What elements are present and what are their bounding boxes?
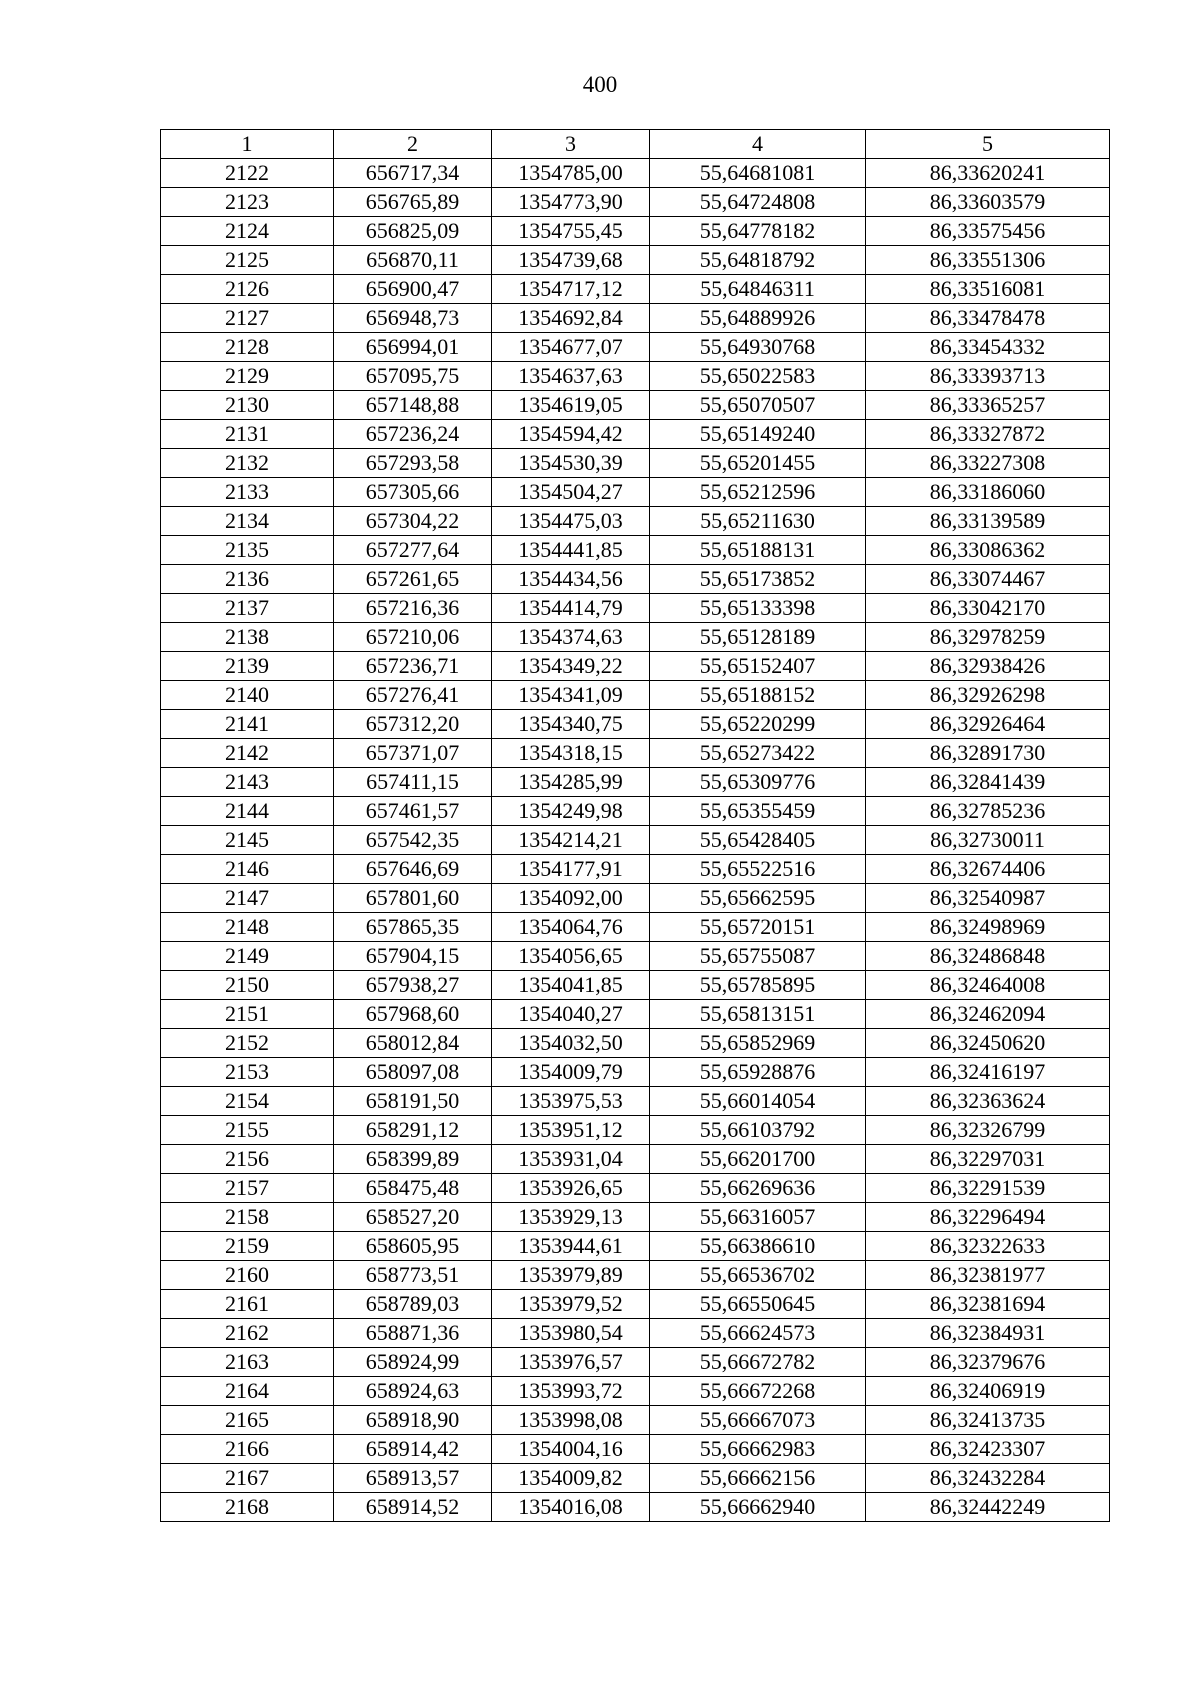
- table-cell-col-2: 656825,09: [334, 217, 492, 246]
- table-cell-col-1: 2156: [161, 1145, 334, 1174]
- table-row: [161, 275, 1110, 304]
- table-cell-col-1: 2135: [161, 536, 334, 565]
- table-cell-col-3: 1353980,54: [492, 1319, 650, 1348]
- table-cell-col-3: 1353951,12: [492, 1116, 650, 1145]
- table-cell-col-3: 1354214,21: [492, 826, 650, 855]
- table-cell-col-1: 2160: [161, 1261, 334, 1290]
- table-cell-col-2: 658475,48: [334, 1174, 492, 1203]
- table-cell-col-2: 658527,20: [334, 1203, 492, 1232]
- table-cell-col-1: 2164: [161, 1377, 334, 1406]
- table-cell-col-4: 55,65755087: [650, 942, 866, 971]
- table-cell-col-2: 658914,52: [334, 1493, 492, 1522]
- table-cell-col-2: 656717,34: [334, 159, 492, 188]
- table-row: [161, 1261, 1110, 1290]
- table-cell-col-2: 658097,08: [334, 1058, 492, 1087]
- table-cell-col-3: 1354004,16: [492, 1435, 650, 1464]
- table-cell-col-5: 86,32978259: [866, 623, 1110, 652]
- table-cell-col-2: 658291,12: [334, 1116, 492, 1145]
- table-cell-col-4: 55,65188152: [650, 681, 866, 710]
- table-cell-col-4: 55,65273422: [650, 739, 866, 768]
- table-cell-col-2: 657542,35: [334, 826, 492, 855]
- table-cell-col-1: 2152: [161, 1029, 334, 1058]
- table-cell-col-5: 86,32938426: [866, 652, 1110, 681]
- table-row: [161, 913, 1110, 942]
- table-cell-col-4: 55,65720151: [650, 913, 866, 942]
- table-row: [161, 1435, 1110, 1464]
- table-cell-col-2: 657210,06: [334, 623, 492, 652]
- table-cell-col-3: 1353944,61: [492, 1232, 650, 1261]
- table-row: [161, 739, 1110, 768]
- table-cell-col-1: 2153: [161, 1058, 334, 1087]
- table-cell-col-1: 2127: [161, 304, 334, 333]
- table-cell-col-3: 1353979,52: [492, 1290, 650, 1319]
- table-cell-col-5: 86,32381977: [866, 1261, 1110, 1290]
- table-cell-col-2: 658605,95: [334, 1232, 492, 1261]
- table-cell-col-3: 1354504,27: [492, 478, 650, 507]
- table-cell-col-3: 1354041,85: [492, 971, 650, 1000]
- table-cell-col-3: 1354092,00: [492, 884, 650, 913]
- table-cell-col-1: 2128: [161, 333, 334, 362]
- table-cell-col-5: 86,33042170: [866, 594, 1110, 623]
- column-header-3: 3: [492, 130, 650, 159]
- table-cell-col-3: 1354717,12: [492, 275, 650, 304]
- table-cell-col-4: 55,65152407: [650, 652, 866, 681]
- table-row: [161, 1203, 1110, 1232]
- table-row: [161, 1464, 1110, 1493]
- table-cell-col-3: 1354755,45: [492, 217, 650, 246]
- table-cell-col-4: 55,65212596: [650, 478, 866, 507]
- table-cell-col-5: 86,33478478: [866, 304, 1110, 333]
- table-cell-col-3: 1354414,79: [492, 594, 650, 623]
- table-cell-col-2: 656900,47: [334, 275, 492, 304]
- table-row: [161, 507, 1110, 536]
- table-cell-col-5: 86,32296494: [866, 1203, 1110, 1232]
- table-cell-col-4: 55,64778182: [650, 217, 866, 246]
- table-row: [161, 478, 1110, 507]
- table-row: [161, 855, 1110, 884]
- table-cell-col-1: 2159: [161, 1232, 334, 1261]
- table-cell-col-3: 1354692,84: [492, 304, 650, 333]
- table-cell-col-5: 86,33551306: [866, 246, 1110, 275]
- table-cell-col-2: 658399,89: [334, 1145, 492, 1174]
- table-cell-col-4: 55,66662983: [650, 1435, 866, 1464]
- table-cell-col-2: 658924,63: [334, 1377, 492, 1406]
- table-cell-col-4: 55,66662156: [650, 1464, 866, 1493]
- table-cell-col-4: 55,64889926: [650, 304, 866, 333]
- table-cell-col-2: 657646,69: [334, 855, 492, 884]
- column-header-1: 1: [161, 130, 334, 159]
- table-cell-col-1: 2145: [161, 826, 334, 855]
- table-cell-col-4: 55,66386610: [650, 1232, 866, 1261]
- table-row: [161, 449, 1110, 478]
- table-cell-col-5: 86,33139589: [866, 507, 1110, 536]
- table-cell-col-5: 86,32674406: [866, 855, 1110, 884]
- table-cell-col-3: 1354637,63: [492, 362, 650, 391]
- table-cell-col-1: 2161: [161, 1290, 334, 1319]
- table-row: [161, 333, 1110, 362]
- table-row: [161, 1087, 1110, 1116]
- table-cell-col-1: 2139: [161, 652, 334, 681]
- table-cell-col-2: 657277,64: [334, 536, 492, 565]
- table-cell-col-2: 657801,60: [334, 884, 492, 913]
- table-row: [161, 884, 1110, 913]
- table-cell-col-4: 55,65813151: [650, 1000, 866, 1029]
- table-cell-col-4: 55,65309776: [650, 768, 866, 797]
- table-cell-col-2: 657865,35: [334, 913, 492, 942]
- table-cell-col-2: 657305,66: [334, 478, 492, 507]
- table-cell-col-1: 2155: [161, 1116, 334, 1145]
- table-cell-col-5: 86,32384931: [866, 1319, 1110, 1348]
- table-cell-col-2: 658871,36: [334, 1319, 492, 1348]
- table-row: [161, 942, 1110, 971]
- table-row: [161, 420, 1110, 449]
- table-row: [161, 652, 1110, 681]
- table-cell-col-5: 86,32381694: [866, 1290, 1110, 1319]
- table-cell-col-5: 86,32450620: [866, 1029, 1110, 1058]
- table-cell-col-2: 657968,60: [334, 1000, 492, 1029]
- table-cell-col-2: 657216,36: [334, 594, 492, 623]
- table-cell-col-3: 1354318,15: [492, 739, 650, 768]
- table-cell-col-2: 657938,27: [334, 971, 492, 1000]
- table-cell-col-1: 2138: [161, 623, 334, 652]
- table-cell-col-3: 1354064,76: [492, 913, 650, 942]
- table-cell-col-2: 657304,22: [334, 507, 492, 536]
- column-header-5: 5: [866, 130, 1110, 159]
- table-cell-col-1: 2142: [161, 739, 334, 768]
- table-cell-col-5: 86,33620241: [866, 159, 1110, 188]
- table-cell-col-4: 55,66316057: [650, 1203, 866, 1232]
- header-row: [161, 130, 1110, 159]
- table-cell-col-3: 1354285,99: [492, 768, 650, 797]
- table-cell-col-4: 55,65785895: [650, 971, 866, 1000]
- table-row: [161, 217, 1110, 246]
- table-cell-col-1: 2147: [161, 884, 334, 913]
- table-row: [161, 1029, 1110, 1058]
- table-cell-col-5: 86,32413735: [866, 1406, 1110, 1435]
- table-cell-col-1: 2166: [161, 1435, 334, 1464]
- table-cell-col-2: 657312,20: [334, 710, 492, 739]
- table-cell-col-1: 2124: [161, 217, 334, 246]
- table-cell-col-5: 86,32464008: [866, 971, 1110, 1000]
- table-cell-col-3: 1353975,53: [492, 1087, 650, 1116]
- table-row: [161, 1290, 1110, 1319]
- table-cell-col-3: 1353931,04: [492, 1145, 650, 1174]
- table-cell-col-1: 2131: [161, 420, 334, 449]
- table-cell-col-4: 55,66201700: [650, 1145, 866, 1174]
- table-cell-col-1: 2140: [161, 681, 334, 710]
- table-cell-col-3: 1354040,27: [492, 1000, 650, 1029]
- table-cell-col-5: 86,32322633: [866, 1232, 1110, 1261]
- table-cell-col-5: 86,32462094: [866, 1000, 1110, 1029]
- table-row: [161, 1145, 1110, 1174]
- table-cell-col-3: 1354009,79: [492, 1058, 650, 1087]
- table-cell-col-4: 55,66014054: [650, 1087, 866, 1116]
- table-row: [161, 1348, 1110, 1377]
- table-cell-col-4: 55,66672782: [650, 1348, 866, 1377]
- table-cell-col-3: 1354475,03: [492, 507, 650, 536]
- table-cell-col-3: 1354773,90: [492, 188, 650, 217]
- table-cell-col-3: 1354009,82: [492, 1464, 650, 1493]
- table-cell-col-2: 657411,15: [334, 768, 492, 797]
- table-cell-col-2: 658913,57: [334, 1464, 492, 1493]
- table-cell-col-1: 2137: [161, 594, 334, 623]
- table-row: [161, 362, 1110, 391]
- table-cell-col-5: 86,33227308: [866, 449, 1110, 478]
- table-cell-col-5: 86,33393713: [866, 362, 1110, 391]
- table-cell-col-4: 55,65022583: [650, 362, 866, 391]
- table-cell-col-4: 55,65173852: [650, 565, 866, 594]
- table-row: [161, 594, 1110, 623]
- page-number: 400: [582, 72, 618, 97]
- table-cell-col-3: 1354434,56: [492, 565, 650, 594]
- table-cell-col-1: 2133: [161, 478, 334, 507]
- table-cell-col-1: 2141: [161, 710, 334, 739]
- table-cell-col-4: 55,66103792: [650, 1116, 866, 1145]
- table-cell-col-1: 2132: [161, 449, 334, 478]
- table-row: [161, 1406, 1110, 1435]
- table-cell-col-5: 86,32730011: [866, 826, 1110, 855]
- table-cell-col-5: 86,32423307: [866, 1435, 1110, 1464]
- table-cell-col-5: 86,33074467: [866, 565, 1110, 594]
- table-cell-col-5: 86,33454332: [866, 333, 1110, 362]
- table-row: [161, 391, 1110, 420]
- table-cell-col-3: 1354341,09: [492, 681, 650, 710]
- table-cell-col-2: 657148,88: [334, 391, 492, 420]
- table-cell-col-3: 1353929,13: [492, 1203, 650, 1232]
- table-cell-col-3: 1353998,08: [492, 1406, 650, 1435]
- table-cell-col-2: 658773,51: [334, 1261, 492, 1290]
- table-cell-col-1: 2148: [161, 913, 334, 942]
- table-cell-col-1: 2149: [161, 942, 334, 971]
- table-cell-col-3: 1354177,91: [492, 855, 650, 884]
- table-cell-col-1: 2154: [161, 1087, 334, 1116]
- table-cell-col-3: 1354785,00: [492, 159, 650, 188]
- table-row: [161, 1377, 1110, 1406]
- table-row: [161, 623, 1110, 652]
- table-row: [161, 536, 1110, 565]
- table-cell-col-4: 55,66550645: [650, 1290, 866, 1319]
- table-cell-col-1: 2136: [161, 565, 334, 594]
- table-cell-col-2: 657293,58: [334, 449, 492, 478]
- table-cell-col-4: 55,66536702: [650, 1261, 866, 1290]
- table-cell-col-4: 55,65355459: [650, 797, 866, 826]
- table-row: [161, 768, 1110, 797]
- table-cell-col-5: 86,32363624: [866, 1087, 1110, 1116]
- table-cell-col-4: 55,65188131: [650, 536, 866, 565]
- table-row: [161, 1232, 1110, 1261]
- table-cell-col-3: 1354249,98: [492, 797, 650, 826]
- table-cell-col-4: 55,66672268: [650, 1377, 866, 1406]
- table-row: [161, 826, 1110, 855]
- table-cell-col-3: 1353993,72: [492, 1377, 650, 1406]
- table-cell-col-4: 55,66667073: [650, 1406, 866, 1435]
- table-cell-col-1: 2165: [161, 1406, 334, 1435]
- table-cell-col-3: 1354530,39: [492, 449, 650, 478]
- table-row: [161, 1058, 1110, 1087]
- table-cell-col-1: 2123: [161, 188, 334, 217]
- table-cell-col-3: 1354441,85: [492, 536, 650, 565]
- table-cell-col-3: 1354340,75: [492, 710, 650, 739]
- table-cell-col-5: 86,33603579: [866, 188, 1110, 217]
- table-cell-col-5: 86,32926298: [866, 681, 1110, 710]
- table-cell-col-4: 55,65928876: [650, 1058, 866, 1087]
- table-cell-col-1: 2143: [161, 768, 334, 797]
- table-row: [161, 1116, 1110, 1145]
- coordinates-table: [160, 129, 1110, 1522]
- table-cell-col-4: 55,65211630: [650, 507, 866, 536]
- table-cell-col-2: 658191,50: [334, 1087, 492, 1116]
- table-cell-col-3: 1354056,65: [492, 942, 650, 971]
- table-cell-col-4: 55,66624573: [650, 1319, 866, 1348]
- table-cell-col-2: 657236,71: [334, 652, 492, 681]
- table-cell-col-2: 657371,07: [334, 739, 492, 768]
- table-row: [161, 1000, 1110, 1029]
- table-body: [161, 159, 1110, 1522]
- table-cell-col-2: 657461,57: [334, 797, 492, 826]
- table-cell-col-4: 55,66269636: [650, 1174, 866, 1203]
- table-row: [161, 971, 1110, 1000]
- table-cell-col-5: 86,32379676: [866, 1348, 1110, 1377]
- table-cell-col-1: 2158: [161, 1203, 334, 1232]
- table-cell-col-4: 55,66662940: [650, 1493, 866, 1522]
- table-cell-col-4: 55,64724808: [650, 188, 866, 217]
- table-cell-col-2: 656765,89: [334, 188, 492, 217]
- table-row: [161, 681, 1110, 710]
- table-cell-col-2: 656948,73: [334, 304, 492, 333]
- table-cell-col-5: 86,32291539: [866, 1174, 1110, 1203]
- table-cell-col-5: 86,32442249: [866, 1493, 1110, 1522]
- table-cell-col-4: 55,64846311: [650, 275, 866, 304]
- table-cell-col-5: 86,32785236: [866, 797, 1110, 826]
- table-cell-col-5: 86,33186060: [866, 478, 1110, 507]
- table-cell-col-3: 1354374,63: [492, 623, 650, 652]
- table-cell-col-1: 2144: [161, 797, 334, 826]
- table-row: [161, 1493, 1110, 1522]
- table-cell-col-4: 55,65128189: [650, 623, 866, 652]
- table-cell-col-1: 2134: [161, 507, 334, 536]
- table-row: [161, 797, 1110, 826]
- table-cell-col-4: 55,65522516: [650, 855, 866, 884]
- table-row: [161, 1319, 1110, 1348]
- table-cell-col-5: 86,33086362: [866, 536, 1110, 565]
- table-row: [161, 159, 1110, 188]
- table-cell-col-1: 2130: [161, 391, 334, 420]
- table-row: [161, 710, 1110, 739]
- table-cell-col-5: 86,32540987: [866, 884, 1110, 913]
- table-cell-col-3: 1353979,89: [492, 1261, 650, 1290]
- table-cell-col-2: 658914,42: [334, 1435, 492, 1464]
- table-cell-col-2: 657904,15: [334, 942, 492, 971]
- table-cell-col-1: 2125: [161, 246, 334, 275]
- table-cell-col-1: 2157: [161, 1174, 334, 1203]
- table-cell-col-2: 658012,84: [334, 1029, 492, 1058]
- table-cell-col-5: 86,32926464: [866, 710, 1110, 739]
- table-cell-col-2: 658789,03: [334, 1290, 492, 1319]
- table-cell-col-4: 55,65070507: [650, 391, 866, 420]
- table-row: [161, 1174, 1110, 1203]
- table-cell-col-4: 55,65428405: [650, 826, 866, 855]
- table-cell-col-4: 55,64930768: [650, 333, 866, 362]
- table-cell-col-5: 86,33516081: [866, 275, 1110, 304]
- table-cell-col-4: 55,65662595: [650, 884, 866, 913]
- column-header-4: 4: [650, 130, 866, 159]
- table-cell-col-5: 86,33365257: [866, 391, 1110, 420]
- table-cell-col-2: 657276,41: [334, 681, 492, 710]
- table-cell-col-3: 1354594,42: [492, 420, 650, 449]
- table-cell-col-2: 658918,90: [334, 1406, 492, 1435]
- table-cell-col-5: 86,33327872: [866, 420, 1110, 449]
- table-cell-col-3: 1354677,07: [492, 333, 650, 362]
- table-cell-col-3: 1353926,65: [492, 1174, 650, 1203]
- table-cell-col-1: 2167: [161, 1464, 334, 1493]
- table-cell-col-2: 657236,24: [334, 420, 492, 449]
- table-cell-col-4: 55,65133398: [650, 594, 866, 623]
- table-cell-col-5: 86,32841439: [866, 768, 1110, 797]
- table-cell-col-3: 1354739,68: [492, 246, 650, 275]
- table-cell-col-3: 1354016,08: [492, 1493, 650, 1522]
- table-cell-col-2: 658924,99: [334, 1348, 492, 1377]
- table-cell-col-5: 86,32416197: [866, 1058, 1110, 1087]
- table-cell-col-1: 2146: [161, 855, 334, 884]
- table-cell-col-4: 55,65201455: [650, 449, 866, 478]
- table-cell-col-1: 2151: [161, 1000, 334, 1029]
- table-cell-col-4: 55,65220299: [650, 710, 866, 739]
- table-cell-col-1: 2129: [161, 362, 334, 391]
- table-cell-col-5: 86,32406919: [866, 1377, 1110, 1406]
- table-cell-col-5: 86,32891730: [866, 739, 1110, 768]
- table-cell-col-2: 656870,11: [334, 246, 492, 275]
- table-cell-col-5: 86,32297031: [866, 1145, 1110, 1174]
- column-header-2: 2: [334, 130, 492, 159]
- table-cell-col-3: 1353976,57: [492, 1348, 650, 1377]
- table-cell-col-1: 2168: [161, 1493, 334, 1522]
- table-cell-col-1: 2126: [161, 275, 334, 304]
- table-cell-col-1: 2163: [161, 1348, 334, 1377]
- table-cell-col-4: 55,65149240: [650, 420, 866, 449]
- table-row: [161, 565, 1110, 594]
- table-cell-col-3: 1354032,50: [492, 1029, 650, 1058]
- table-cell-col-1: 2150: [161, 971, 334, 1000]
- table-cell-col-4: 55,64818792: [650, 246, 866, 275]
- table-row: [161, 304, 1110, 333]
- table-cell-col-3: 1354349,22: [492, 652, 650, 681]
- table-cell-col-5: 86,32432284: [866, 1464, 1110, 1493]
- table-cell-col-5: 86,32486848: [866, 942, 1110, 971]
- table-cell-col-1: 2122: [161, 159, 334, 188]
- table-cell-col-4: 55,64681081: [650, 159, 866, 188]
- table-cell-col-5: 86,33575456: [866, 217, 1110, 246]
- table-cell-col-2: 656994,01: [334, 333, 492, 362]
- table-cell-col-5: 86,32326799: [866, 1116, 1110, 1145]
- table-header: [161, 130, 1110, 159]
- table-cell-col-3: 1354619,05: [492, 391, 650, 420]
- table-row: [161, 246, 1110, 275]
- table-cell-col-5: 86,32498969: [866, 913, 1110, 942]
- table-cell-col-2: 657261,65: [334, 565, 492, 594]
- table-row: [161, 188, 1110, 217]
- table-cell-col-2: 657095,75: [334, 362, 492, 391]
- table-cell-col-1: 2162: [161, 1319, 334, 1348]
- table-cell-col-4: 55,65852969: [650, 1029, 866, 1058]
